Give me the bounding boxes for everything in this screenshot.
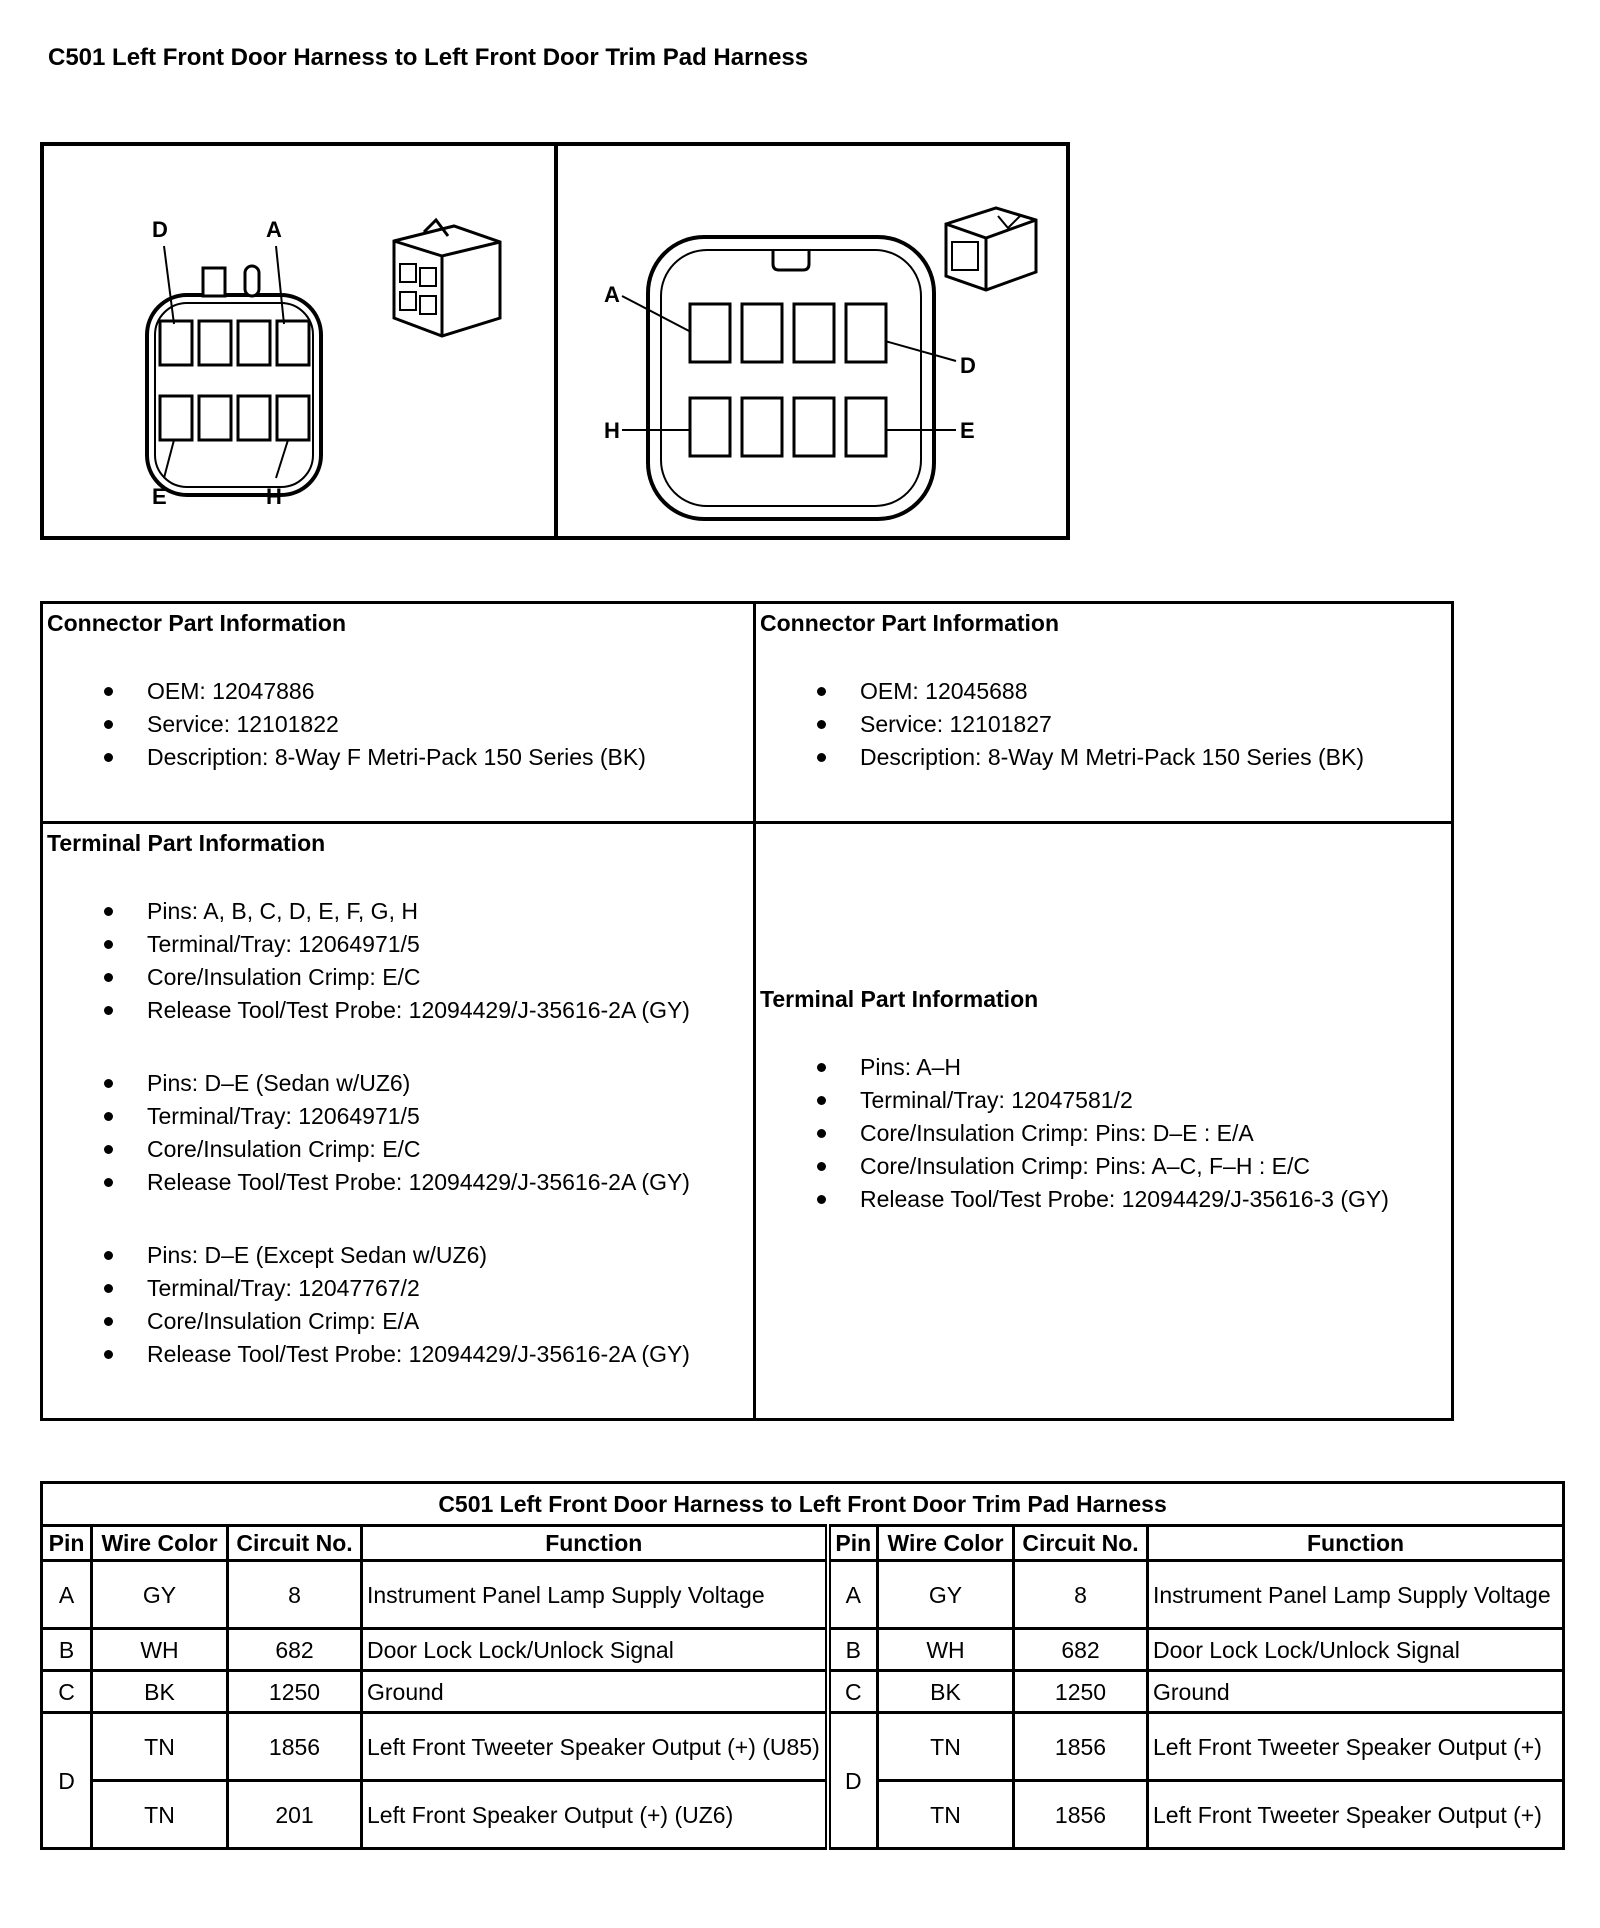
table-row bbox=[42, 1671, 1564, 1713]
right-terminal-info bbox=[756, 824, 1451, 1418]
list-item: Description: 8-Way F Metri-Pack 150 Series (BK) bbox=[47, 741, 749, 774]
female-connector-drawing bbox=[44, 146, 554, 538]
table-row bbox=[42, 1561, 1564, 1629]
pin-cell: B bbox=[828, 1629, 878, 1671]
list-item: OEM: 12047886 bbox=[47, 675, 749, 708]
section-heading: Terminal Part Information bbox=[47, 830, 326, 856]
pin-cell: A bbox=[828, 1561, 878, 1629]
wire-color-cell: BK bbox=[878, 1671, 1014, 1713]
female-connector-iso-icon bbox=[394, 220, 500, 336]
list-item: Release Tool/Test Probe: 12094429/J-35616-2A (GY) bbox=[47, 1338, 749, 1371]
pin-label-e: E bbox=[960, 418, 975, 443]
column-header: Wire Color bbox=[878, 1526, 1014, 1561]
circuit-cell: 1856 bbox=[1014, 1781, 1148, 1849]
male-connector-view bbox=[558, 146, 1066, 536]
pin-cell: D bbox=[42, 1713, 92, 1849]
pin-cell: B bbox=[42, 1629, 92, 1671]
column-header: Function bbox=[362, 1526, 828, 1561]
pin-label-a: A bbox=[266, 217, 282, 242]
circuit-cell: 8 bbox=[1014, 1561, 1148, 1629]
circuit-cell: 1250 bbox=[1014, 1671, 1148, 1713]
table-row bbox=[42, 1629, 1564, 1671]
list-item: OEM: 12045688 bbox=[760, 675, 1447, 708]
list-item: Pins: D–E (Sedan w/UZ6) bbox=[47, 1067, 749, 1100]
list-item: Release Tool/Test Probe: 12094429/J-35616-3 (GY) bbox=[760, 1183, 1447, 1216]
list-item: Service: 12101822 bbox=[47, 708, 749, 741]
pin-cell: C bbox=[42, 1671, 92, 1713]
list-item: Terminal/Tray: 12064971/5 bbox=[47, 928, 749, 961]
circuit-cell: 1856 bbox=[1014, 1713, 1148, 1781]
wire-color-cell: WH bbox=[878, 1629, 1014, 1671]
list-item: Core/Insulation Crimp: Pins: A–C, F–H : E/C bbox=[760, 1150, 1447, 1183]
column-header: Pin bbox=[828, 1526, 878, 1561]
pin-label-e: E bbox=[152, 484, 167, 509]
list-item: Description: 8-Way M Metri-Pack 150 Series (BK) bbox=[760, 741, 1447, 774]
table-row bbox=[42, 1713, 1564, 1781]
wire-color-cell: WH bbox=[92, 1629, 228, 1671]
list-item: Pins: A, B, C, D, E, F, G, H bbox=[47, 895, 749, 928]
pin-cell: D bbox=[828, 1713, 878, 1849]
function-cell: Left Front Tweeter Speaker Output (+) (U85) bbox=[362, 1713, 828, 1781]
list-item: Core/Insulation Crimp: E/A bbox=[47, 1305, 749, 1338]
pin-label-a: A bbox=[604, 282, 620, 307]
section-heading: Terminal Part Information bbox=[760, 986, 1039, 1012]
function-cell: Instrument Panel Lamp Supply Voltage bbox=[362, 1561, 828, 1629]
connector-diagram bbox=[40, 142, 1070, 540]
pinout-table bbox=[40, 1481, 1565, 1850]
function-cell: Door Lock Lock/Unlock Signal bbox=[1148, 1629, 1564, 1671]
list-item: Release Tool/Test Probe: 12094429/J-35616-2A (GY) bbox=[47, 1166, 749, 1199]
circuit-cell: 682 bbox=[1014, 1629, 1148, 1671]
list-item: Core/Insulation Crimp: E/C bbox=[47, 1133, 749, 1166]
wire-color-cell: GY bbox=[878, 1561, 1014, 1629]
function-cell: Left Front Speaker Output (+) (UZ6) bbox=[362, 1781, 828, 1849]
wire-color-cell: TN bbox=[878, 1781, 1014, 1849]
list-item: Core/Insulation Crimp: Pins: D–E : E/A bbox=[760, 1117, 1447, 1150]
pin-cell: C bbox=[828, 1671, 878, 1713]
pin-label-h: H bbox=[266, 484, 282, 509]
wire-color-cell: TN bbox=[92, 1713, 228, 1781]
circuit-cell: 682 bbox=[228, 1629, 362, 1671]
circuit-cell: 8 bbox=[228, 1561, 362, 1629]
male-connector-iso-icon bbox=[946, 208, 1036, 290]
table-caption: C501 Left Front Door Harness to Left Front Door Trim Pad Harness bbox=[42, 1483, 1564, 1526]
list-item: Pins: A–H bbox=[760, 1051, 1447, 1084]
function-cell: Left Front Tweeter Speaker Output (+) bbox=[1148, 1781, 1564, 1849]
column-header: Wire Color bbox=[92, 1526, 228, 1561]
wire-color-cell: BK bbox=[92, 1671, 228, 1713]
pin-label-d: D bbox=[960, 353, 976, 378]
function-cell: Left Front Tweeter Speaker Output (+) bbox=[1148, 1713, 1564, 1781]
table-header-row bbox=[42, 1526, 1564, 1561]
male-connector-drawing bbox=[558, 146, 1066, 538]
pin-label-h: H bbox=[604, 418, 620, 443]
left-terminal-info bbox=[43, 824, 756, 1418]
section-heading: Connector Part Information bbox=[760, 610, 1060, 636]
column-header: Pin bbox=[42, 1526, 92, 1561]
column-header: Circuit No. bbox=[1014, 1526, 1148, 1561]
list-item: Core/Insulation Crimp: E/C bbox=[47, 961, 749, 994]
page-title: C501 Left Front Door Harness to Left Front Door Trim Pad Harness bbox=[48, 44, 809, 71]
circuit-cell: 201 bbox=[228, 1781, 362, 1849]
table-row bbox=[42, 1781, 1564, 1849]
right-connector-info bbox=[756, 604, 1451, 824]
part-information-table bbox=[40, 601, 1454, 1421]
list-item: Pins: D–E (Except Sedan w/UZ6) bbox=[47, 1239, 749, 1272]
function-cell: Ground bbox=[1148, 1671, 1564, 1713]
column-header: Circuit No. bbox=[228, 1526, 362, 1561]
list-item: Terminal/Tray: 12064971/5 bbox=[47, 1100, 749, 1133]
list-item: Release Tool/Test Probe: 12094429/J-35616-2A (GY) bbox=[47, 994, 749, 1027]
pin-cell: A bbox=[42, 1561, 92, 1629]
circuit-cell: 1250 bbox=[228, 1671, 362, 1713]
list-item: Service: 12101827 bbox=[760, 708, 1447, 741]
wire-color-cell: TN bbox=[92, 1781, 228, 1849]
column-header: Function bbox=[1148, 1526, 1564, 1561]
circuit-cell: 1856 bbox=[228, 1713, 362, 1781]
left-connector-info bbox=[43, 604, 756, 824]
function-cell: Ground bbox=[362, 1671, 828, 1713]
wire-color-cell: TN bbox=[878, 1713, 1014, 1781]
function-cell: Door Lock Lock/Unlock Signal bbox=[362, 1629, 828, 1671]
list-item: Terminal/Tray: 12047767/2 bbox=[47, 1272, 749, 1305]
section-heading: Connector Part Information bbox=[47, 610, 347, 636]
function-cell: Instrument Panel Lamp Supply Voltage bbox=[1148, 1561, 1564, 1629]
wire-color-cell: GY bbox=[92, 1561, 228, 1629]
female-connector-view bbox=[44, 146, 558, 536]
list-item: Terminal/Tray: 12047581/2 bbox=[760, 1084, 1447, 1117]
pin-label-d: D bbox=[152, 217, 168, 242]
